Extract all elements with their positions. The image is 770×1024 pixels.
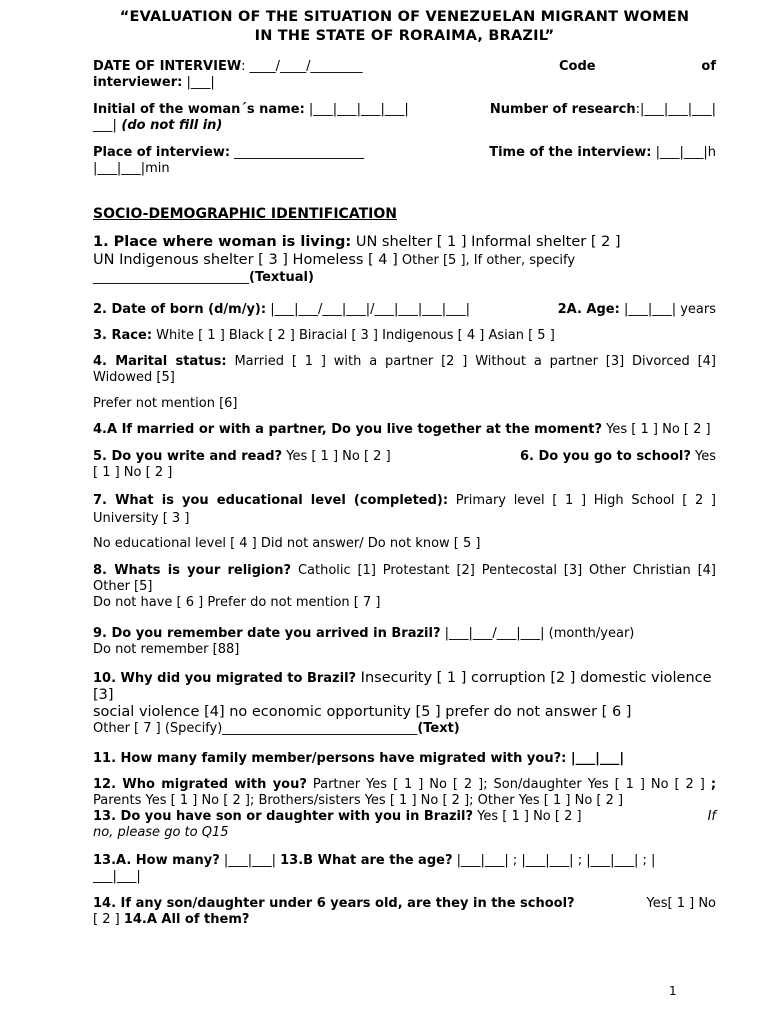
date-of-interview: DATE OF INTERVIEW: ____/____/________: [93, 59, 363, 74]
question-2: 2. Date of born (d/m/y): |___|___/___|___|/___|___|___|___| 2A. Age: |___|___| years: [93, 302, 716, 317]
time-cont: |___|___|min: [93, 161, 170, 176]
question-13-note: no, please go to Q15: [93, 825, 229, 840]
question-3: 3. Race: White [ 1 ] Black [ 2 ] Biracial [ 3 ] Indigenous [ 4 ] Asian [ 5 ]: [93, 328, 555, 343]
question-14-cont: [ 2 ] 14.A All of them?: [93, 912, 250, 927]
title-line-2: IN THE STATE OF RORAIMA, BRAZIL”: [254, 28, 555, 44]
question-10: 10. Why did you migrated to Brazil? Insecurity [ 1 ] corruption [2 ] domestic violence [3] social violence [4] no economic opportunity [5 ] prefer do not answer [ 6 ] Other [ 7 ] (Specify)______________________________(Text): [93, 670, 712, 736]
question-9: 9. Do you remember date you arrived in Brazil? |___|___/___|___| (month/year): [93, 626, 635, 641]
questionnaire-page: [93, 8, 716, 928]
question-1: 1. Place where woman is living: UN shelter [ 1 ] Informal shelter [ 2 ] UN Indigenous shelter [ 3 ] Homeless [ 4 ] Other [5 ], If other, specify ________________________(Textual): [93, 234, 621, 285]
question-5-6: 5. Do you write and read? Yes [ 1 ] No [ 2 ] 6. Do you go to school? Yes: [93, 449, 716, 464]
question-13a-13b: 13.A. How many? |___|___| 13.B What are the age? |___|___| ; |___|___| ; |___|___| ; |: [93, 853, 656, 868]
place-row: [93, 145, 716, 161]
interviewer-line: interviewer: |___|: [93, 75, 215, 90]
document-title: [93, 8, 716, 46]
question-4: 4. Marital status: Married [ 1 ] with a partner [2 ] Without a partner [3] Divorced [4] Widowed [5]: [93, 354, 717, 385]
code-of: Code of: [559, 59, 716, 74]
initial-row: [93, 102, 716, 118]
page-number: 1: [669, 984, 677, 998]
time-of-interview: Time of the interview: |___|___|h: [489, 145, 716, 160]
section-title: SOCIO-DEMOGRAPHIC IDENTIFICATION: [93, 206, 397, 222]
question-8-extra: Do not have [ 6 ] Prefer do not mention [ 7 ]: [93, 595, 381, 610]
question-6-cont: [ 1 ] No [ 2 ]: [93, 465, 173, 480]
question-12: 12. Who migrated with you? Partner Yes [ 1 ] No [ 2 ]; Son/daughter Yes [ 1 ] No [ 2 ] ; Parents Yes [ 1 ] No [ 2 ]; Brothers/sisters Yes [ 1 ] No [ 2 ]; Other Yes [ 1 ] No [ 2 ]: [93, 777, 717, 808]
question-13b-cont: ___|___|: [93, 869, 141, 884]
question-7-extra: No educational level [ 4 ] Did not answer/ Do not know [ 5 ]: [93, 536, 481, 551]
question-13: 13. Do you have son or daughter with you in Brazil? Yes [ 1 ] No [ 2 ] If: [93, 809, 716, 824]
number-of-research: Number of research:|___|___|___|: [489, 102, 716, 117]
research-cont: ___| (do not fill in): [93, 118, 223, 133]
place-of-interview: Place of interview: ____________________: [93, 145, 365, 160]
question-4-extra: Prefer not mention [6]: [93, 396, 238, 411]
title-line-1: “EVALUATION OF THE SITUATION OF VENEZUELAN MIGRANT WOMEN: [119, 9, 690, 25]
date-row: [93, 59, 716, 75]
initial-name: Initial of the woman´s name: |___|___|___|___|: [93, 102, 409, 117]
question-14: 14. If any son/daughter under 6 years old, are they in the school? Yes[ 1 ] No: [93, 896, 716, 911]
question-7: 7. What is you educational level (completed): Primary level [ 1 ] High School [ 2 ] University [ 3 ]: [93, 493, 717, 526]
question-8: 8. Whats is your religion? Catholic [1] Protestant [2] Pentecostal [3] Other Christian [4] Other [5]: [93, 563, 716, 594]
question-11: 11. How many family member/persons have migrated with you?: |___|___|: [93, 751, 625, 766]
question-9-extra: Do not remember [88]: [93, 642, 240, 657]
question-4a: 4.A If married or with a partner, Do you live together at the moment? Yes [ 1 ] No [ 2 ]: [93, 422, 711, 437]
